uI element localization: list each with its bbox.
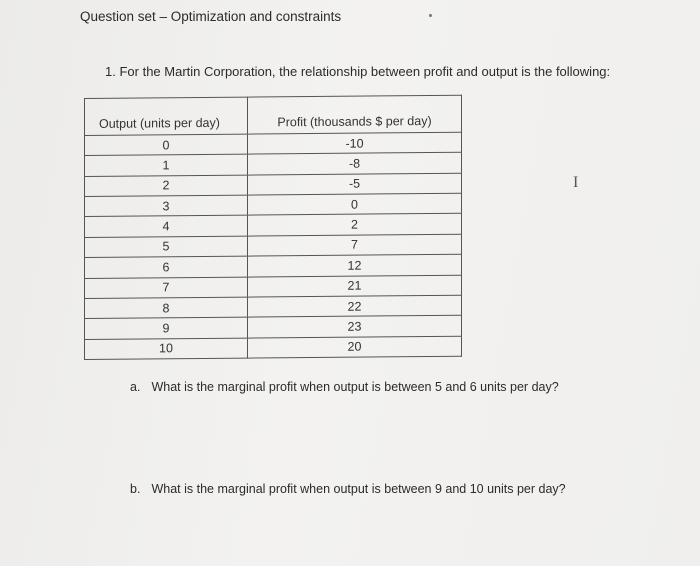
profit-output-table — [84, 95, 462, 360]
profit-cell: 0 — [248, 193, 462, 215]
output-cell: 2 — [85, 175, 248, 197]
question-b — [130, 482, 566, 496]
stray-dot — [429, 14, 432, 17]
output-cell: 10 — [85, 338, 248, 360]
question-1 — [105, 64, 610, 79]
output-cell: 5 — [85, 236, 248, 258]
header-profit: Profit (thousands $ per day) — [248, 95, 462, 134]
profit-cell: 7 — [248, 234, 462, 256]
question-a — [130, 380, 559, 394]
output-cell: 6 — [85, 256, 248, 278]
question-a-text: What is the marginal profit when output is between 5 and 6 units per day? — [151, 380, 559, 394]
page-title: Question set – Optimization and constraints — [80, 9, 342, 24]
output-cell: 1 — [85, 154, 248, 176]
profit-cell: -8 — [248, 153, 462, 175]
output-cell: 4 — [85, 216, 248, 238]
question-1-text: For the Martin Corporation, the relationship between profit and output is the following: — [119, 64, 611, 79]
question-a-label: a. — [130, 380, 141, 394]
profit-cell: -10 — [248, 132, 462, 154]
question-1-number: 1. — [105, 64, 116, 79]
profit-cell: 20 — [248, 336, 462, 358]
output-cell: 8 — [85, 297, 248, 319]
profit-cell: -5 — [248, 173, 462, 195]
output-cell: 3 — [85, 195, 248, 217]
profit-cell: 22 — [248, 295, 462, 317]
question-b-text: What is the marginal profit when output is between 9 and 10 units per day? — [151, 482, 566, 496]
profit-cell: 2 — [248, 214, 462, 236]
profit-cell: 21 — [248, 275, 462, 297]
profit-cell: 23 — [248, 315, 462, 337]
output-cell: 0 — [85, 134, 248, 156]
table-header-row — [85, 95, 462, 135]
output-cell: 7 — [85, 277, 248, 299]
profit-cell: 12 — [248, 254, 462, 276]
output-cell: 9 — [85, 317, 248, 339]
table-row — [85, 336, 462, 360]
text-cursor-icon: I — [573, 174, 579, 191]
header-output: Output (units per day) — [85, 97, 248, 135]
question-b-label: b. — [130, 482, 141, 496]
